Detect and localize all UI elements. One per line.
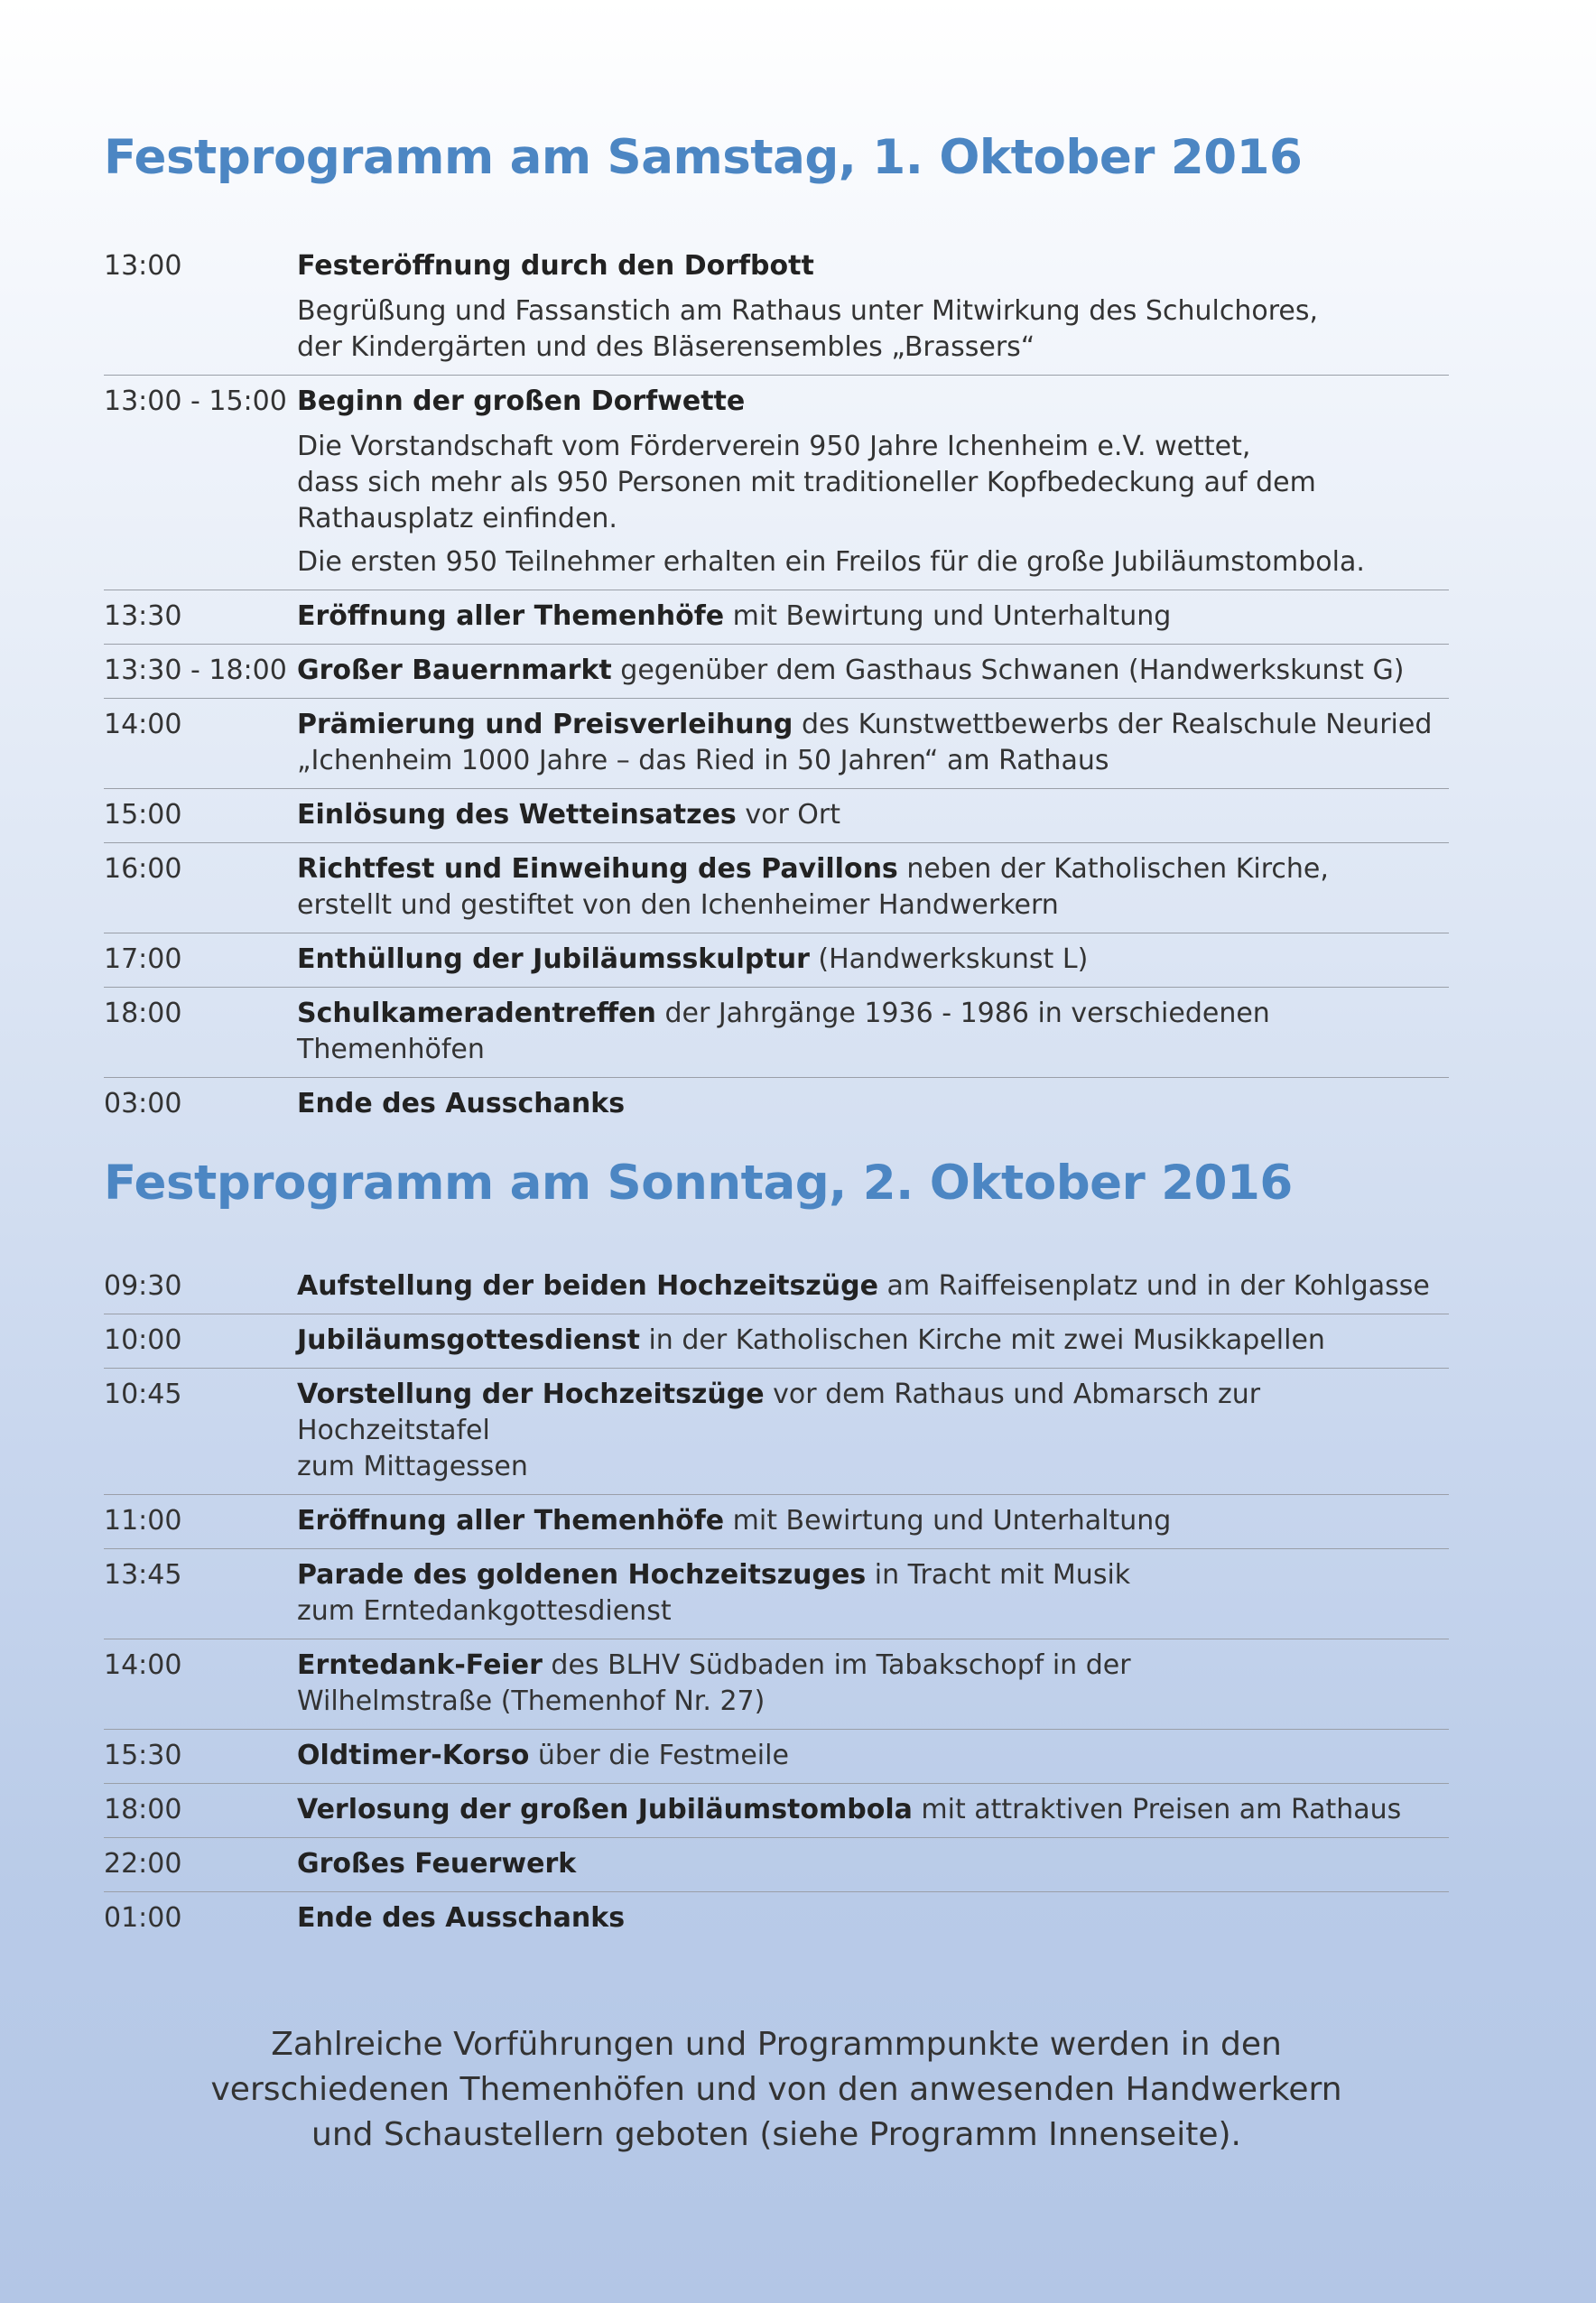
schedule-row [104,988,1449,1078]
event-headline [297,1503,1449,1539]
event-headline [297,599,1449,635]
schedule-row [104,843,1449,933]
event-time: 13:30 - 18:00 [104,655,287,686]
event-time: 22:00 [104,1848,182,1880]
event-time: 14:00 [104,709,182,740]
event-headline [297,248,1449,284]
event-detail: der Jahrgänge 1936 - 1986 in verschiedenen Themenhöfen [297,998,1270,1065]
event-detail: am Raiffeisenplatz und in der Kohlgasse [877,1270,1430,1302]
event-headline [297,1377,1449,1485]
event-title: Großer Bauernmarkt [297,655,612,686]
event-description [297,1503,1449,1539]
event-title: Prämierung und Preisverleihung [297,709,793,740]
event-title: Eröffnung aller Themenhöfe [297,1505,725,1537]
event-time: 03:00 [104,1088,182,1119]
event-detail: mit Bewirtung und Unterhaltung [724,1505,1172,1537]
schedule-row [104,1078,1449,1131]
event-time: 10:00 [104,1324,182,1356]
event-description [297,1846,1449,1882]
event-description [297,1323,1449,1359]
event-detail: des BLHV Südbaden im Tabakschopf in der Wilhelmstraße (Themenhof Nr. 27) [297,1649,1131,1717]
event-headline [297,1086,1449,1122]
event-time: 18:00 [104,1794,182,1825]
event-description [297,384,1449,580]
event-time: 14:00 [104,1649,182,1681]
event-detail: mit Bewirtung und Unterhaltung [724,600,1172,632]
event-headline [297,1268,1449,1305]
event-description [297,707,1449,779]
schedule-row [104,240,1449,376]
event-detail: des Kunstwettbewerbs der Realschule Neuried „Ichenheim 1000 Jahre – das Ried in 50 Jahren“ am Rathaus [297,709,1433,776]
event-detail: neben der Katholischen Kirche, erstellt und gestiftet von den Ichenheimer Handwerkern [297,853,1329,921]
event-detail: in der Katholischen Kirche mit zwei Musikkapellen [639,1324,1325,1356]
event-description [297,248,1449,366]
event-title: Aufstellung der beiden Hochzeitszüge [297,1270,878,1302]
event-description [297,1792,1449,1828]
schedule-row [104,376,1449,590]
event-detail: in Tracht mit Musik zum Erntedankgottesdienst [297,1559,1131,1627]
event-title: Verlosung der großen Jubiläumstombola [297,1794,913,1825]
event-detail: (Handwerkskunst L) [809,943,1089,975]
schedule-row [104,590,1449,645]
event-headline [297,1557,1449,1630]
event-title: Oldtimer-Korso [297,1740,530,1771]
event-headline [297,1792,1449,1828]
schedule-row [104,699,1449,789]
schedule-row [104,1892,1449,1945]
event-time: 13:45 [104,1559,182,1591]
event-time: 13:00 - 15:00 [104,385,287,417]
event-headline [297,653,1449,689]
schedule-row [104,1314,1449,1369]
event-detail: mit attraktiven Preisen am Rathaus [912,1794,1402,1825]
schedule-row [104,1838,1449,1892]
event-headline [297,851,1449,924]
event-description [297,1557,1449,1630]
event-headline [297,384,1449,420]
event-detail: vor dem Rathaus und Abmarsch zur Hochzeitstafel zum Mittagessen [297,1379,1261,1482]
event-subtext: Die Vorstandschaft vom Förderverein 950 Jahre Ichenheim e.V. wettet, dass sich mehr als 950 Personen mit traditioneller Kopfbedeckung auf dem Rathausplatz einfinden. [297,431,1316,534]
sunday-section [104,1150,1449,1945]
schedule-row [104,1639,1449,1730]
event-headline [297,1846,1449,1882]
event-description [297,1377,1449,1485]
event-headline [297,707,1449,779]
event-detail: gegenüber dem Gasthaus Schwanen (Handwerkskunst G) [611,655,1405,686]
schedule-row [104,1549,1449,1639]
event-headline [297,1323,1449,1359]
event-time: 13:00 [104,250,182,282]
event-subtext: Begrüßung und Fassanstich am Rathaus unter Mitwirkung des Schulchores, der Kindergärten und des Bläserensembles „Brassers“ [297,295,1318,363]
event-headline [297,1738,1449,1774]
saturday-title: Festprogramm am Samstag, 1. Oktober 2016 [104,130,1303,185]
event-headline [297,797,1449,833]
event-title: Beginn der großen Dorfwette [297,385,746,417]
event-description [297,653,1449,689]
footer-note: Zahlreiche Vorführungen und Programmpunkte werden in den verschiedenen Themenhöfen und von den anwesenden Handwerkern und Schaustellern geboten (siehe Programm Innenseite). [210,2026,1342,2153]
event-description [297,1738,1449,1774]
schedule-row [104,645,1449,699]
event-time: 18:00 [104,998,182,1029]
event-title: Einlösung des Wetteinsatzes [297,799,737,831]
schedule-row [104,1495,1449,1549]
event-title: Großes Feuerwerk [297,1848,577,1880]
schedule-row [104,789,1449,843]
schedule-row [104,933,1449,988]
event-description [297,1648,1449,1720]
schedule-row [104,1784,1449,1838]
event-title: Ende des Ausschanks [297,1902,626,1934]
sunday-title: Festprogramm am Sonntag, 2. Oktober 2016 [104,1156,1293,1211]
event-time: 10:45 [104,1379,182,1410]
event-time: 13:30 [104,600,182,632]
event-title: Schulkameradentreffen [297,998,656,1029]
event-description [297,1086,1449,1122]
event-time: 09:30 [104,1270,182,1302]
event-headline [297,942,1449,978]
event-subtext: Die ersten 950 Teilnehmer erhalten ein Freilos für die große Jubiläumstombola. [297,546,1365,578]
event-title: Eröffnung aller Themenhöfe [297,600,725,632]
event-title: Enthüllung der Jubiläumsskulptur [297,943,810,975]
event-description [297,996,1449,1068]
event-description [297,797,1449,833]
event-description [297,599,1449,635]
event-time: 15:00 [104,799,182,831]
event-time: 15:30 [104,1740,182,1771]
event-description [297,851,1449,924]
event-time: 11:00 [104,1505,182,1537]
event-description [297,942,1449,978]
sunday-schedule [104,1260,1449,1945]
event-time: 17:00 [104,943,182,975]
event-headline [297,1900,1449,1936]
event-description [297,1268,1449,1305]
event-detail: über die Festmeile [529,1740,789,1771]
event-headline [297,996,1449,1068]
event-description [297,1900,1449,1936]
event-title: Jubiläumsgottesdienst [297,1324,640,1356]
event-detail: vor Ort [736,799,841,831]
event-title: Festeröffnung durch den Dorfbott [297,250,814,282]
event-title: Parade des goldenen Hochzeitszuges [297,1559,867,1591]
event-headline [297,1648,1449,1720]
event-time: 16:00 [104,853,182,885]
saturday-section [104,125,1449,1131]
schedule-row [104,1260,1449,1314]
event-title: Vorstellung der Hochzeitszüge [297,1379,765,1410]
event-title: Ende des Ausschanks [297,1088,626,1119]
event-title: Richtfest und Einweihung des Pavillons [297,853,898,885]
saturday-schedule [104,240,1449,1131]
schedule-row [104,1369,1449,1495]
schedule-row [104,1730,1449,1784]
event-title: Erntedank-Feier [297,1649,543,1681]
event-time: 01:00 [104,1902,182,1934]
